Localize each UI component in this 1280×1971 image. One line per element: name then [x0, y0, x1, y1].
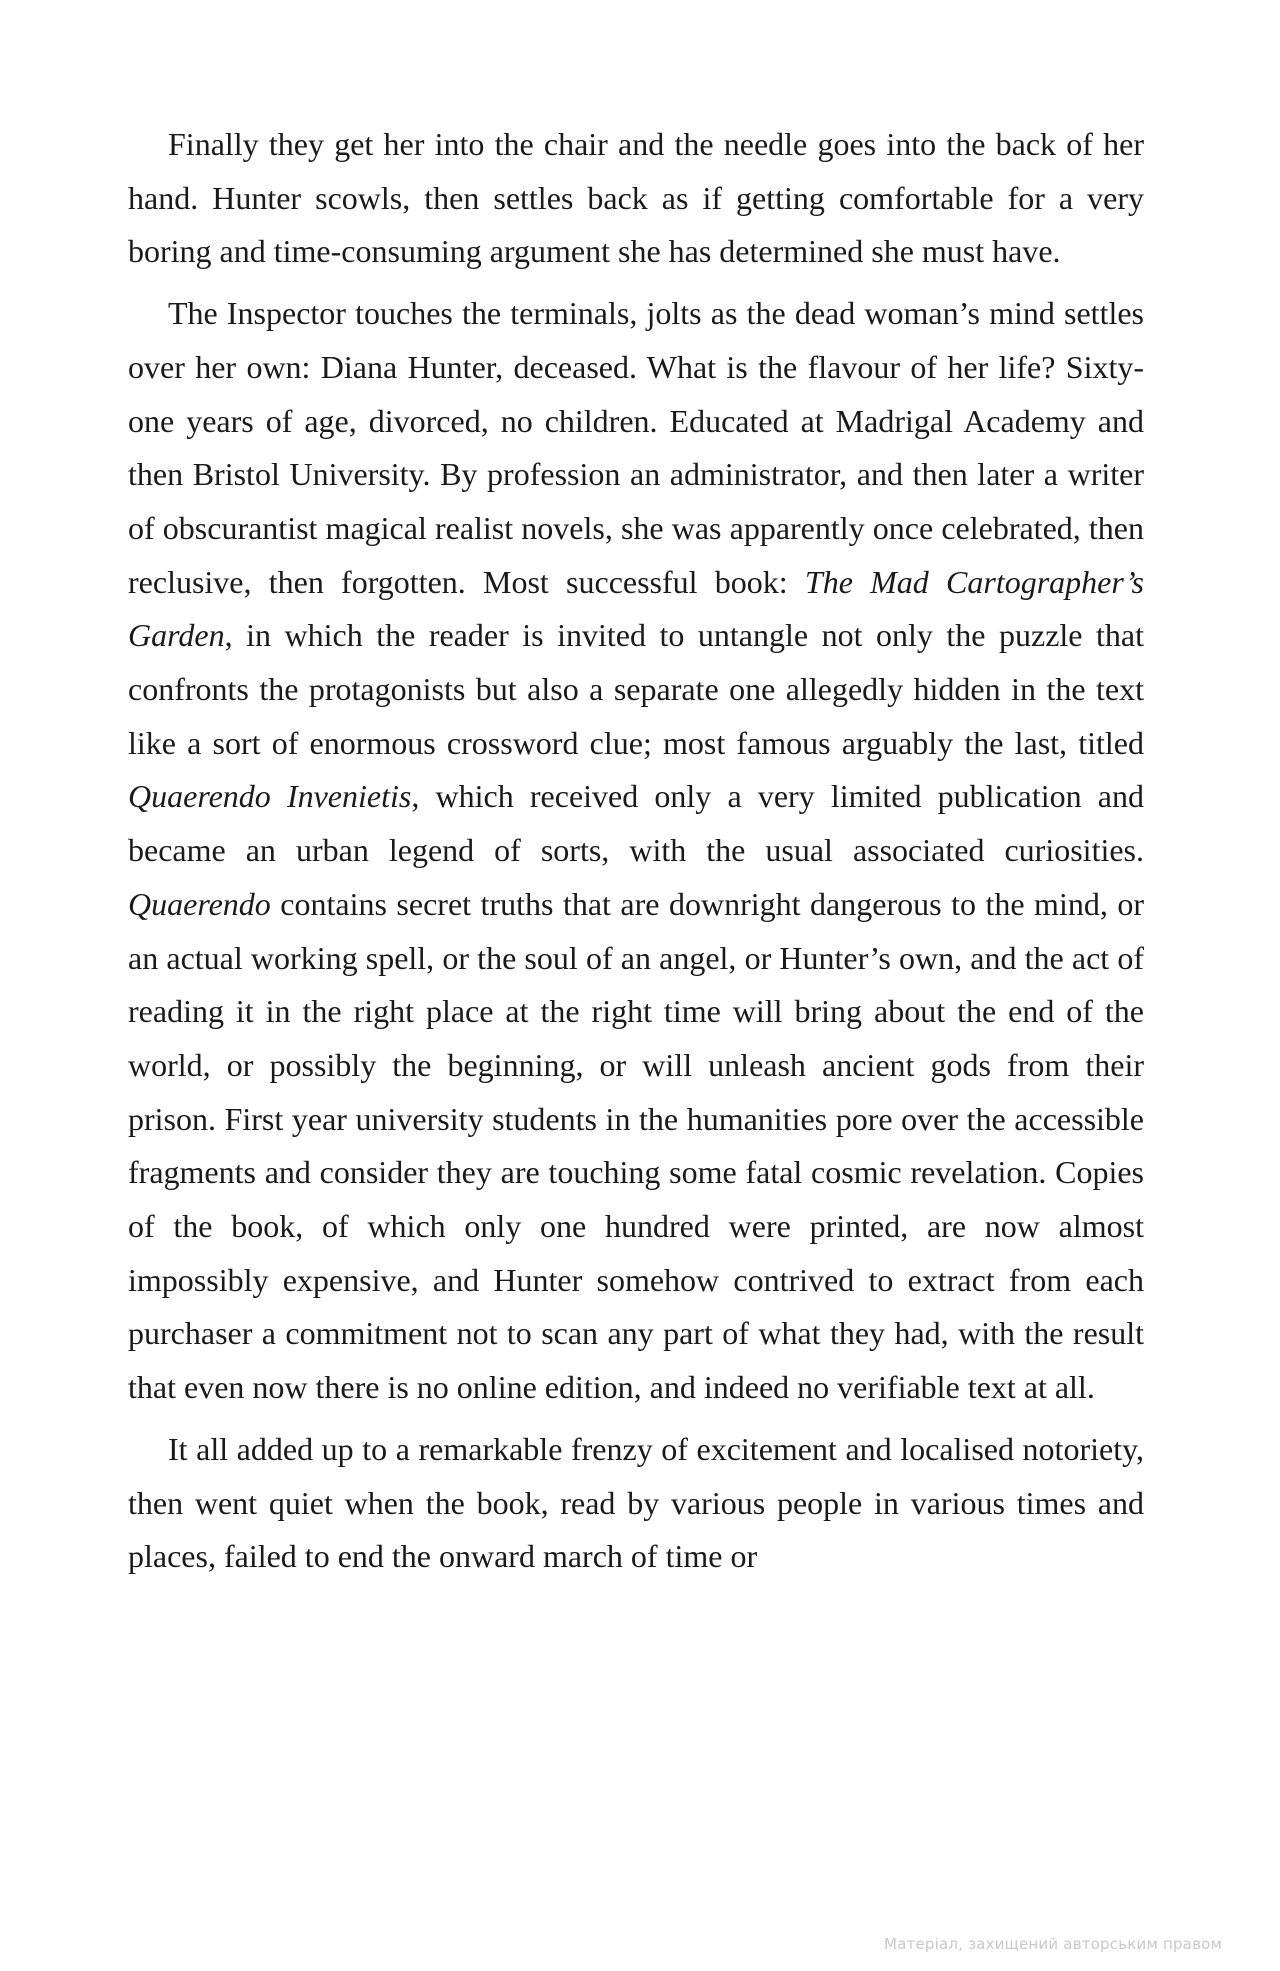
paragraph-2-text-b: , in which the reader is invited to untangle not only the puzzle that confronts the protagonists but also a separate one allegedly hidden in the text like a sort of enormous crossword clue; most famous arguably the last, titled: [128, 617, 1144, 761]
copyright-watermark: Матеріал, захищений авторським правом: [883, 1935, 1222, 1953]
paragraph-2-text-c: , which received only a very limited publication and became an urban legend of sorts, with the usual associated curiosities.: [128, 778, 1145, 869]
paragraph-1: [128, 118, 1144, 279]
paragraph-2-text-d: contains secret truths that are downright dangerous to the mind, or an actual working spell, or the soul of an angel, or Hunter’s own, and the act of reading it in the right place at the right time will bring about the end of the world, or possibly the beginning, or will unleash ancient gods from their prison. First year university students in the humanities pore over the accessible fragments and consider they are touching some fatal cosmic revelation. Copies of the book, of which only one hundred were printed, are now almost impossibly expensive, and Hunter somehow contrived to extract from each purchaser a commitment not to scan any part of what they had, with the result that even now there is no online edition, and indeed no verifiable text at all.: [128, 885, 1144, 1406]
paragraph-3-text: It all added up to a remarkable frenzy of excitement and localised notoriety, then went quiet when the book, read by various people in various times and places, failed to end the onward march of time or: [128, 1430, 1144, 1575]
book-title-quaerendo: Quaerendo: [128, 885, 271, 922]
paragraph-2: [128, 287, 1144, 1415]
page-body: [128, 118, 1144, 1592]
book-title-mad-cartographers-garden: The Mad Cartographer’s Garden: [128, 563, 1145, 654]
paragraph-1-text: Finally they get her into the chair and the needle goes into the back of her hand. Hunter scowls, then settles back as if getting comfortable for a very boring and time-consuming argument she has determined she must have.: [128, 126, 1144, 270]
book-title-quaerendo-invenietis: Quaerendo Invenietis: [128, 778, 412, 815]
paragraph-3: [128, 1423, 1144, 1584]
paragraph-2-text-a: The Inspector touches the terminals, jolts as the dead woman’s mind settles over her own: Diana Hunter, deceased. What is the flavour of her life? Sixty-one years of age, divorced, no children. Educated at Madrigal Academy and then Bristol University. By profession an administrator, and then later a writer of obscurantist magical realist novels, she was apparently once celebrated, then reclusive, then forgotten. Most successful book:: [128, 295, 1144, 600]
